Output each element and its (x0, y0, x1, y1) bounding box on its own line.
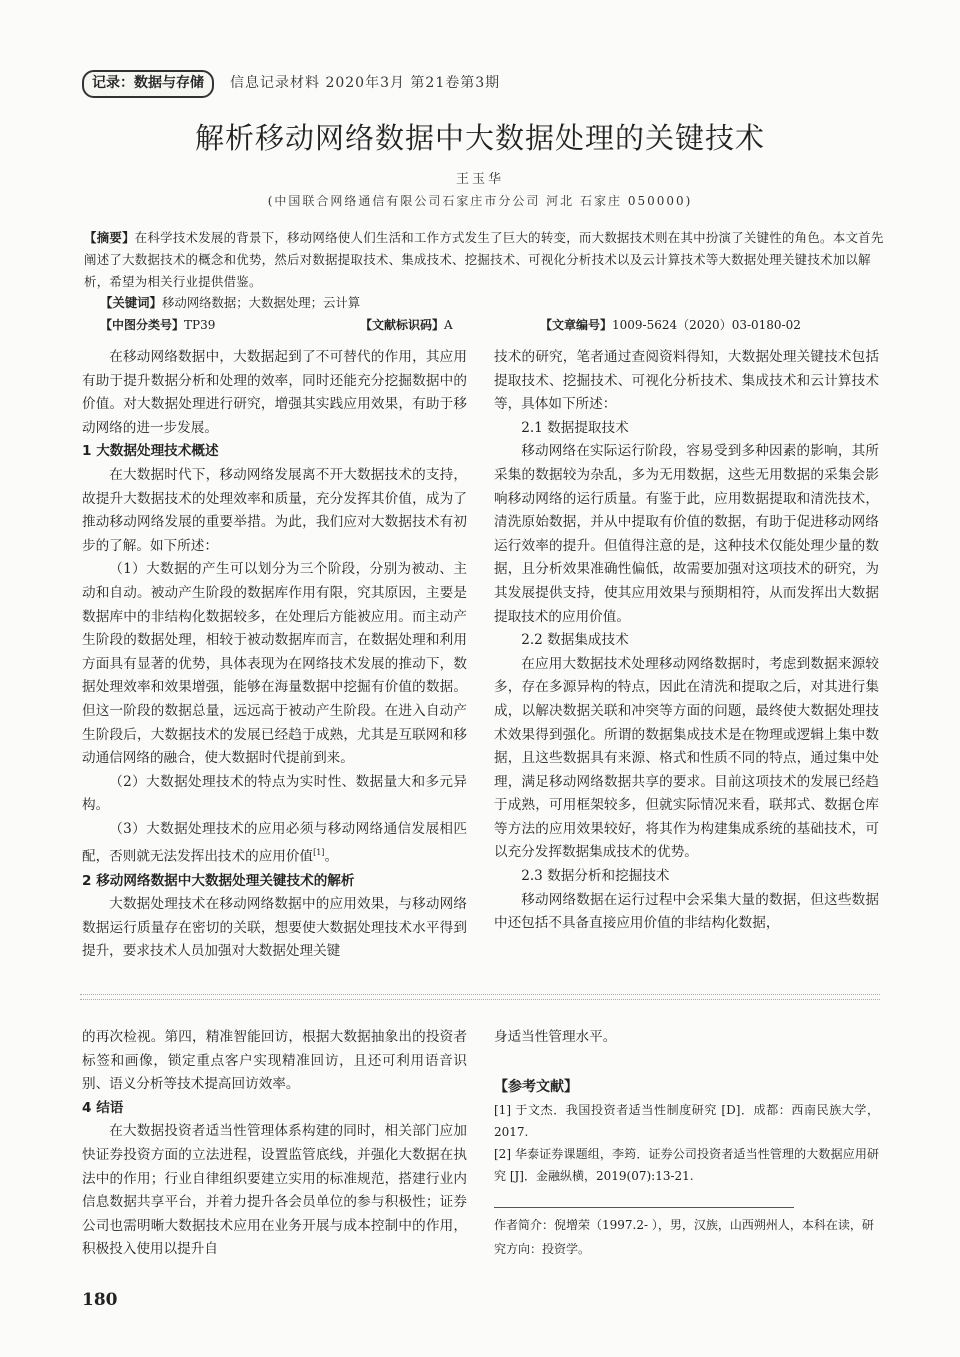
page-number: 180 (82, 1290, 118, 1310)
article-no-label: 【文章编号】 (540, 318, 613, 332)
paragraph: 技术的研究，笔者通过查阅资料得知，大数据处理关键技术包括提取技术、挖掘技术、可视化分析技术、集成技术和云计算技术等，具体如下所述： (494, 349, 879, 413)
right-column (494, 346, 879, 936)
keywords (100, 293, 880, 311)
section-badge: 记录：数据与存储 (82, 70, 214, 98)
clc-value: TP39 (184, 318, 216, 332)
paragraph-text: （3）大数据处理技术的应用必须与移动网络通信发展相匹配，否则就无法发挥出技术的应用价值 (82, 820, 467, 865)
clc-number (100, 316, 215, 333)
clc-label: 【中图分类号】 (100, 318, 185, 332)
lower-right-column (494, 1026, 879, 1187)
article-title: 解析移动网络数据中大数据处理的关键技术 (194, 121, 765, 155)
article-number (540, 316, 801, 333)
abstract (84, 227, 884, 293)
section-heading: 4 结语 (82, 1099, 124, 1116)
abstract-label: 【摘要】 (84, 230, 135, 245)
article-no-value: 1009-5624（2020）03-0180-02 (612, 318, 801, 332)
subsection-heading: 2.1 数据提取技术 (521, 419, 629, 436)
paragraph: 身适当性管理水平。 (494, 1029, 617, 1045)
paragraph: （2）大数据处理技术的特点为实时性、数据量大和多元异构。 (82, 773, 467, 814)
left-column (82, 346, 467, 964)
doc-code-label: 【文献标识码】 (360, 318, 445, 332)
subsection-heading: 2.3 数据分析和挖掘技术 (521, 868, 670, 885)
citation[interactable]: [1] (313, 848, 325, 858)
paragraph: 大数据处理技术在移动网络数据中的应用效果，与移动网络数据运行质量存在密切的关联，想要使大数据处理技术水平得到提升，要求技术人员加强对大数据处理关键 (82, 896, 467, 960)
author-bio: 作者简介：倪增荣（1997.2- ），男，汉族，山西朔州人，本科在读，研究方向：投资学。 (494, 1218, 874, 1256)
reference-item: [2] 华泰证券课题组，李筠．证券公司投资者适当性管理的大数据应用研究 [J]．金融纵横，2019(07):13-21. (494, 1147, 879, 1184)
paragraph: 在移动网络数据中，大数据起到了不可替代的作用，其应用有助于提升数据分析和处理的效率，同时还能充分挖掘数据中的价值。对大数据处理进行研究，增强其实践应用效果，有助于移动网络的进一步发展。 (82, 349, 467, 436)
reference-item: [1] 于文杰．我国投资者适当性制度研究 [D]．成都：西南民族大学，2017. (494, 1103, 879, 1140)
doc-code (360, 316, 453, 333)
paragraph: 在大数据投资者适当性管理体系构建的同时，相关部门应加快证券投资方面的立法进程，设置监管底线，并强化大数据在执法中的作用；行业自律组织要建立实用的标准规范，搭建行业内信息数据共享平台，并着力提升各会员单位的参与积极性；证券公司也需明晰大数据技术应用在业务开展与成本控制中的作用，积极投入使用以提升自 (82, 1123, 467, 1258)
journal-info: 信息记录材料 2020年3月 第21卷第3期 (230, 75, 501, 91)
keywords-label: 【关键词】 (100, 295, 162, 310)
paragraph: 的再次检视。第四，精准智能回访，根据大数据抽象出的投资者标签和画像，锁定重点客户实现精准回访，且还可利用语音识别、语义分析等技术提高回访效率。 (82, 1029, 467, 1093)
page-divider (80, 994, 880, 1000)
section-heading: 2 移动网络数据中大数据处理关键技术的解析 (82, 872, 355, 889)
paragraph: （1）大数据的产生可以划分为三个阶段，分别为被动、主动和自动。被动产生阶段的数据库作用有限，究其原因，主要是数据库中的非结构化数据较多，在处理后方能被应用。而主动产生阶段的数据处理，相较于被动数据库而言，在数据处理和利用方面具有显著的优势，具体表现为在网络技术发展的推动下，数据处理效率和效果增强，能够在海量数据中挖掘有价值的数据。但这一阶段的数据总量，远远高于被动产生阶段。在进入自动产生阶段后，大数据技术的发展已经趋于成熟，尤其是互联网和移动通信网络的融合，使大数据时代提前到来。 (82, 561, 467, 767)
article-affiliation: (中国联合网络通信有限公司石家庄市分公司 河北 石家庄 050000) (267, 194, 693, 208)
paragraph: 移动网络数据在运行过程中会采集大量的数据，但这些数据中还包括不具备直接应用价值的非结构化数据， (494, 891, 879, 932)
section-heading: 1 大数据处理技术概述 (82, 443, 219, 460)
article-author: 王玉华 (455, 172, 504, 187)
references-heading: 【参考文献】 (494, 1078, 578, 1095)
lower-left-column (82, 1026, 467, 1262)
abstract-text: 在科学技术发展的背景下，移动网络使人们生活和工作方式发生了巨大的转变，而大数据技术则在其中扮演了关键性的角色。本文首先阐述了大数据技术的概念和优势，然后对数据提取技术、集成技术、挖掘技术、可视化分析技术以及云计算技术等大数据处理关键技术加以解析，希望为相关行业提供借鉴。 (84, 230, 884, 289)
paragraph (82, 818, 467, 870)
paragraph: 在大数据时代下，移动网络发展离不开大数据技术的支持，故提升大数据技术的处理效率和质量，充分发挥其价值，成为了推动移动网络发展的重要举措。为此，我们应对大数据技术有初步的了解。如下所述： (82, 466, 467, 554)
paragraph-end: 。 (324, 849, 339, 865)
paragraph: 移动网络在实际运行阶段，容易受到多种因素的影响，其所采集的数据较为杂乱，多为无用数据，这些无用数据的采集会影响移动网络的运行质量。有鉴于此，应用数据提取和清洗技术，清洗原始数据，并从中提取有价值的数据，有助于促进移动网络运行效率的提升。但值得注意的是，这种技术仅能处理少量的数据，且分析效果准确性偏低，故需要加强对这项技术的研究，为其发展提供支持，使其应用效果与预期相符，从而发挥出大数据提取技术的应用价值。 (494, 443, 879, 625)
footnote-separator (494, 1207, 794, 1208)
keywords-text: 移动网络数据；大数据处理；云计算 (161, 295, 361, 310)
subsection-heading: 2.2 数据集成技术 (521, 632, 629, 649)
paragraph: 在应用大数据技术处理移动网络数据时，考虑到数据来源较多，存在多源异构的特点，因此在清洗和提取之后，对其进行集成，以解决数据关联和冲突等方面的问题，最终使大数据处理技术效果得到强化。所谓的数据集成技术是在物理或逻辑上集中数据，且这些数据具有来源、格式和性质不同的特点，通过集中处理，满足移动网络数据共享的要求。目前这项技术的发展已经趋于成熟，可用框架较多，但就实际情况来看，联邦式、数据仓库等方法的应用效果较好，将其作为构建集成系统的基础技术，可以充分发挥数据集成技术的优势。 (494, 655, 879, 861)
doc-code-value: A (444, 318, 453, 332)
journal-header (82, 70, 882, 96)
